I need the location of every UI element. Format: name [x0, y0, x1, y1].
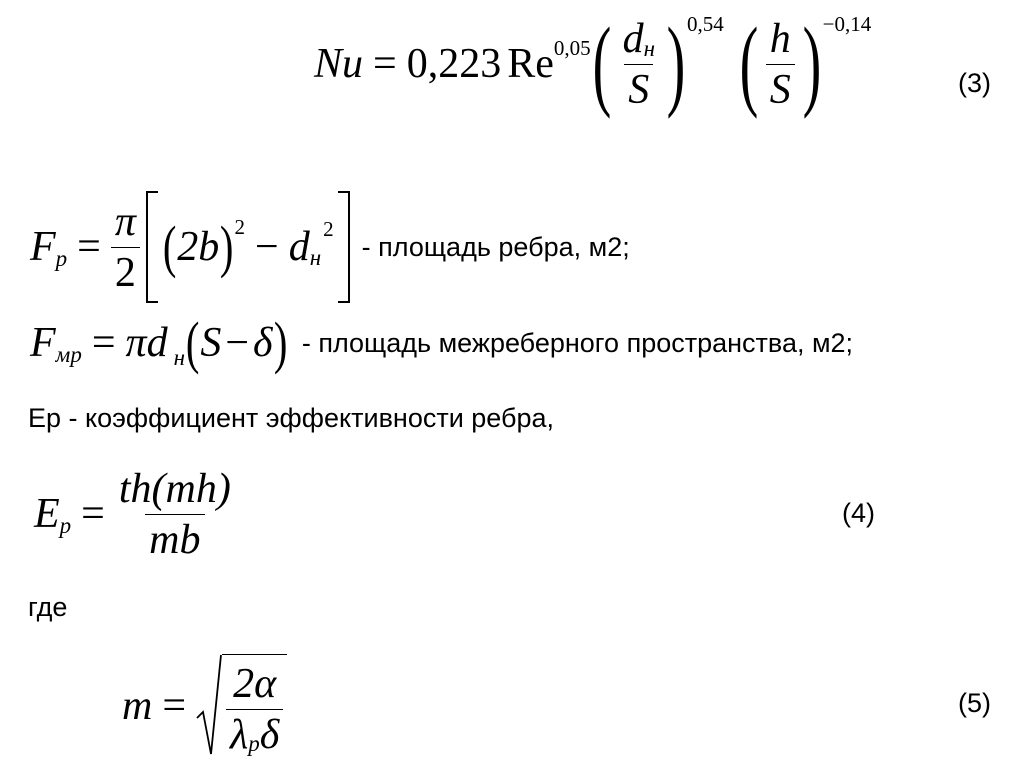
right-bracket: [338, 191, 350, 303]
m-symbol: m: [122, 683, 153, 729]
fp-description: - площадь ребра, м2;: [361, 231, 630, 262]
numerator-subscript: н: [643, 35, 655, 61]
d-symbol: d: [288, 224, 310, 270]
equation-fmp: [30, 310, 854, 375]
left-bracket: [146, 191, 158, 303]
lambda-subscript: р: [248, 731, 260, 756]
pi-d-term: πd: [125, 320, 168, 366]
equals-sign: =: [91, 320, 116, 366]
fraction-numerator: d: [622, 15, 644, 62]
ep-description: Ер - коэффициент эффективности ребра,: [28, 403, 555, 433]
lambda-symbol: λ: [230, 712, 249, 758]
fp-formula: [30, 191, 350, 303]
fraction-numerator: h: [769, 15, 791, 62]
fraction-dn-over-s: [619, 15, 659, 113]
fmp-formula: [30, 310, 288, 375]
coefficient: 0,223: [406, 41, 502, 87]
two-denominator: 2: [111, 247, 140, 294]
equation-number-5: (5): [958, 688, 991, 718]
equals-sign: =: [162, 683, 187, 729]
equation-3-formula: [314, 7, 872, 120]
equals-sign: =: [373, 41, 397, 87]
e-subscript: р: [59, 512, 72, 538]
fraction-2alpha-over-lambda-delta: [226, 663, 283, 756]
exponent-minus-014: −0,14: [822, 11, 872, 36]
reynolds-symbol: Re: [507, 41, 554, 87]
exponent-054: 0,54: [686, 11, 724, 36]
f-symbol: F: [30, 224, 56, 270]
minus-sign: −: [225, 320, 250, 366]
equation-4: [34, 465, 241, 563]
left-paren: (: [162, 214, 177, 279]
fmp-description: - площадь межреберного пространства, м2;: [301, 327, 854, 358]
d-subscript: н: [309, 244, 322, 270]
right-paren: ): [802, 7, 822, 120]
delta-symbol: δ: [253, 320, 273, 366]
delta-symbol: δ: [259, 712, 280, 758]
fraction-numerator: th(mh): [118, 465, 231, 512]
equation-number-3: (3): [958, 68, 991, 98]
equation-5: [122, 652, 287, 760]
e-symbol: E: [34, 491, 60, 537]
right-paren: ): [666, 7, 686, 120]
equals-sign: =: [77, 224, 101, 270]
gde-text: где: [28, 592, 68, 622]
equation-fp: [30, 192, 630, 302]
equals-sign: =: [81, 491, 105, 537]
two-b-term: 2b: [177, 224, 220, 270]
fraction-th-over-mb: [115, 465, 235, 563]
fraction-pi-over-2: [111, 198, 140, 296]
f-subscript: мр: [55, 341, 82, 367]
fraction-denominator: S: [624, 64, 653, 111]
fraction-denominator: mb: [145, 514, 204, 561]
d-subscript: н: [173, 344, 185, 370]
square-exponent: 2: [234, 214, 246, 239]
left-paren: (: [739, 7, 759, 120]
fraction-h-over-s: [766, 15, 795, 113]
f-subscript: р: [55, 245, 68, 271]
d-square-exponent: 2: [323, 216, 334, 241]
minus-sign: −: [255, 224, 279, 270]
equation-3: [314, 7, 872, 120]
reynolds-exponent: 0,05: [553, 35, 591, 60]
equation-number-4: (4): [842, 498, 875, 528]
equation-5-formula: [122, 654, 287, 758]
f-symbol: F: [30, 320, 56, 366]
s-symbol: S: [200, 320, 222, 366]
pi-symbol: π: [114, 198, 136, 245]
fraction-denominator: S: [766, 64, 795, 111]
left-paren: (: [592, 7, 611, 120]
nu-symbol: Nu: [314, 41, 364, 87]
right-paren: ): [220, 214, 234, 279]
equation-4-formula: [34, 465, 241, 563]
radical-sign-icon: [196, 654, 222, 758]
left-paren: (: [185, 310, 200, 375]
right-paren: ): [273, 310, 287, 375]
square-root: [196, 654, 287, 758]
fraction-numerator: 2α: [233, 661, 277, 707]
